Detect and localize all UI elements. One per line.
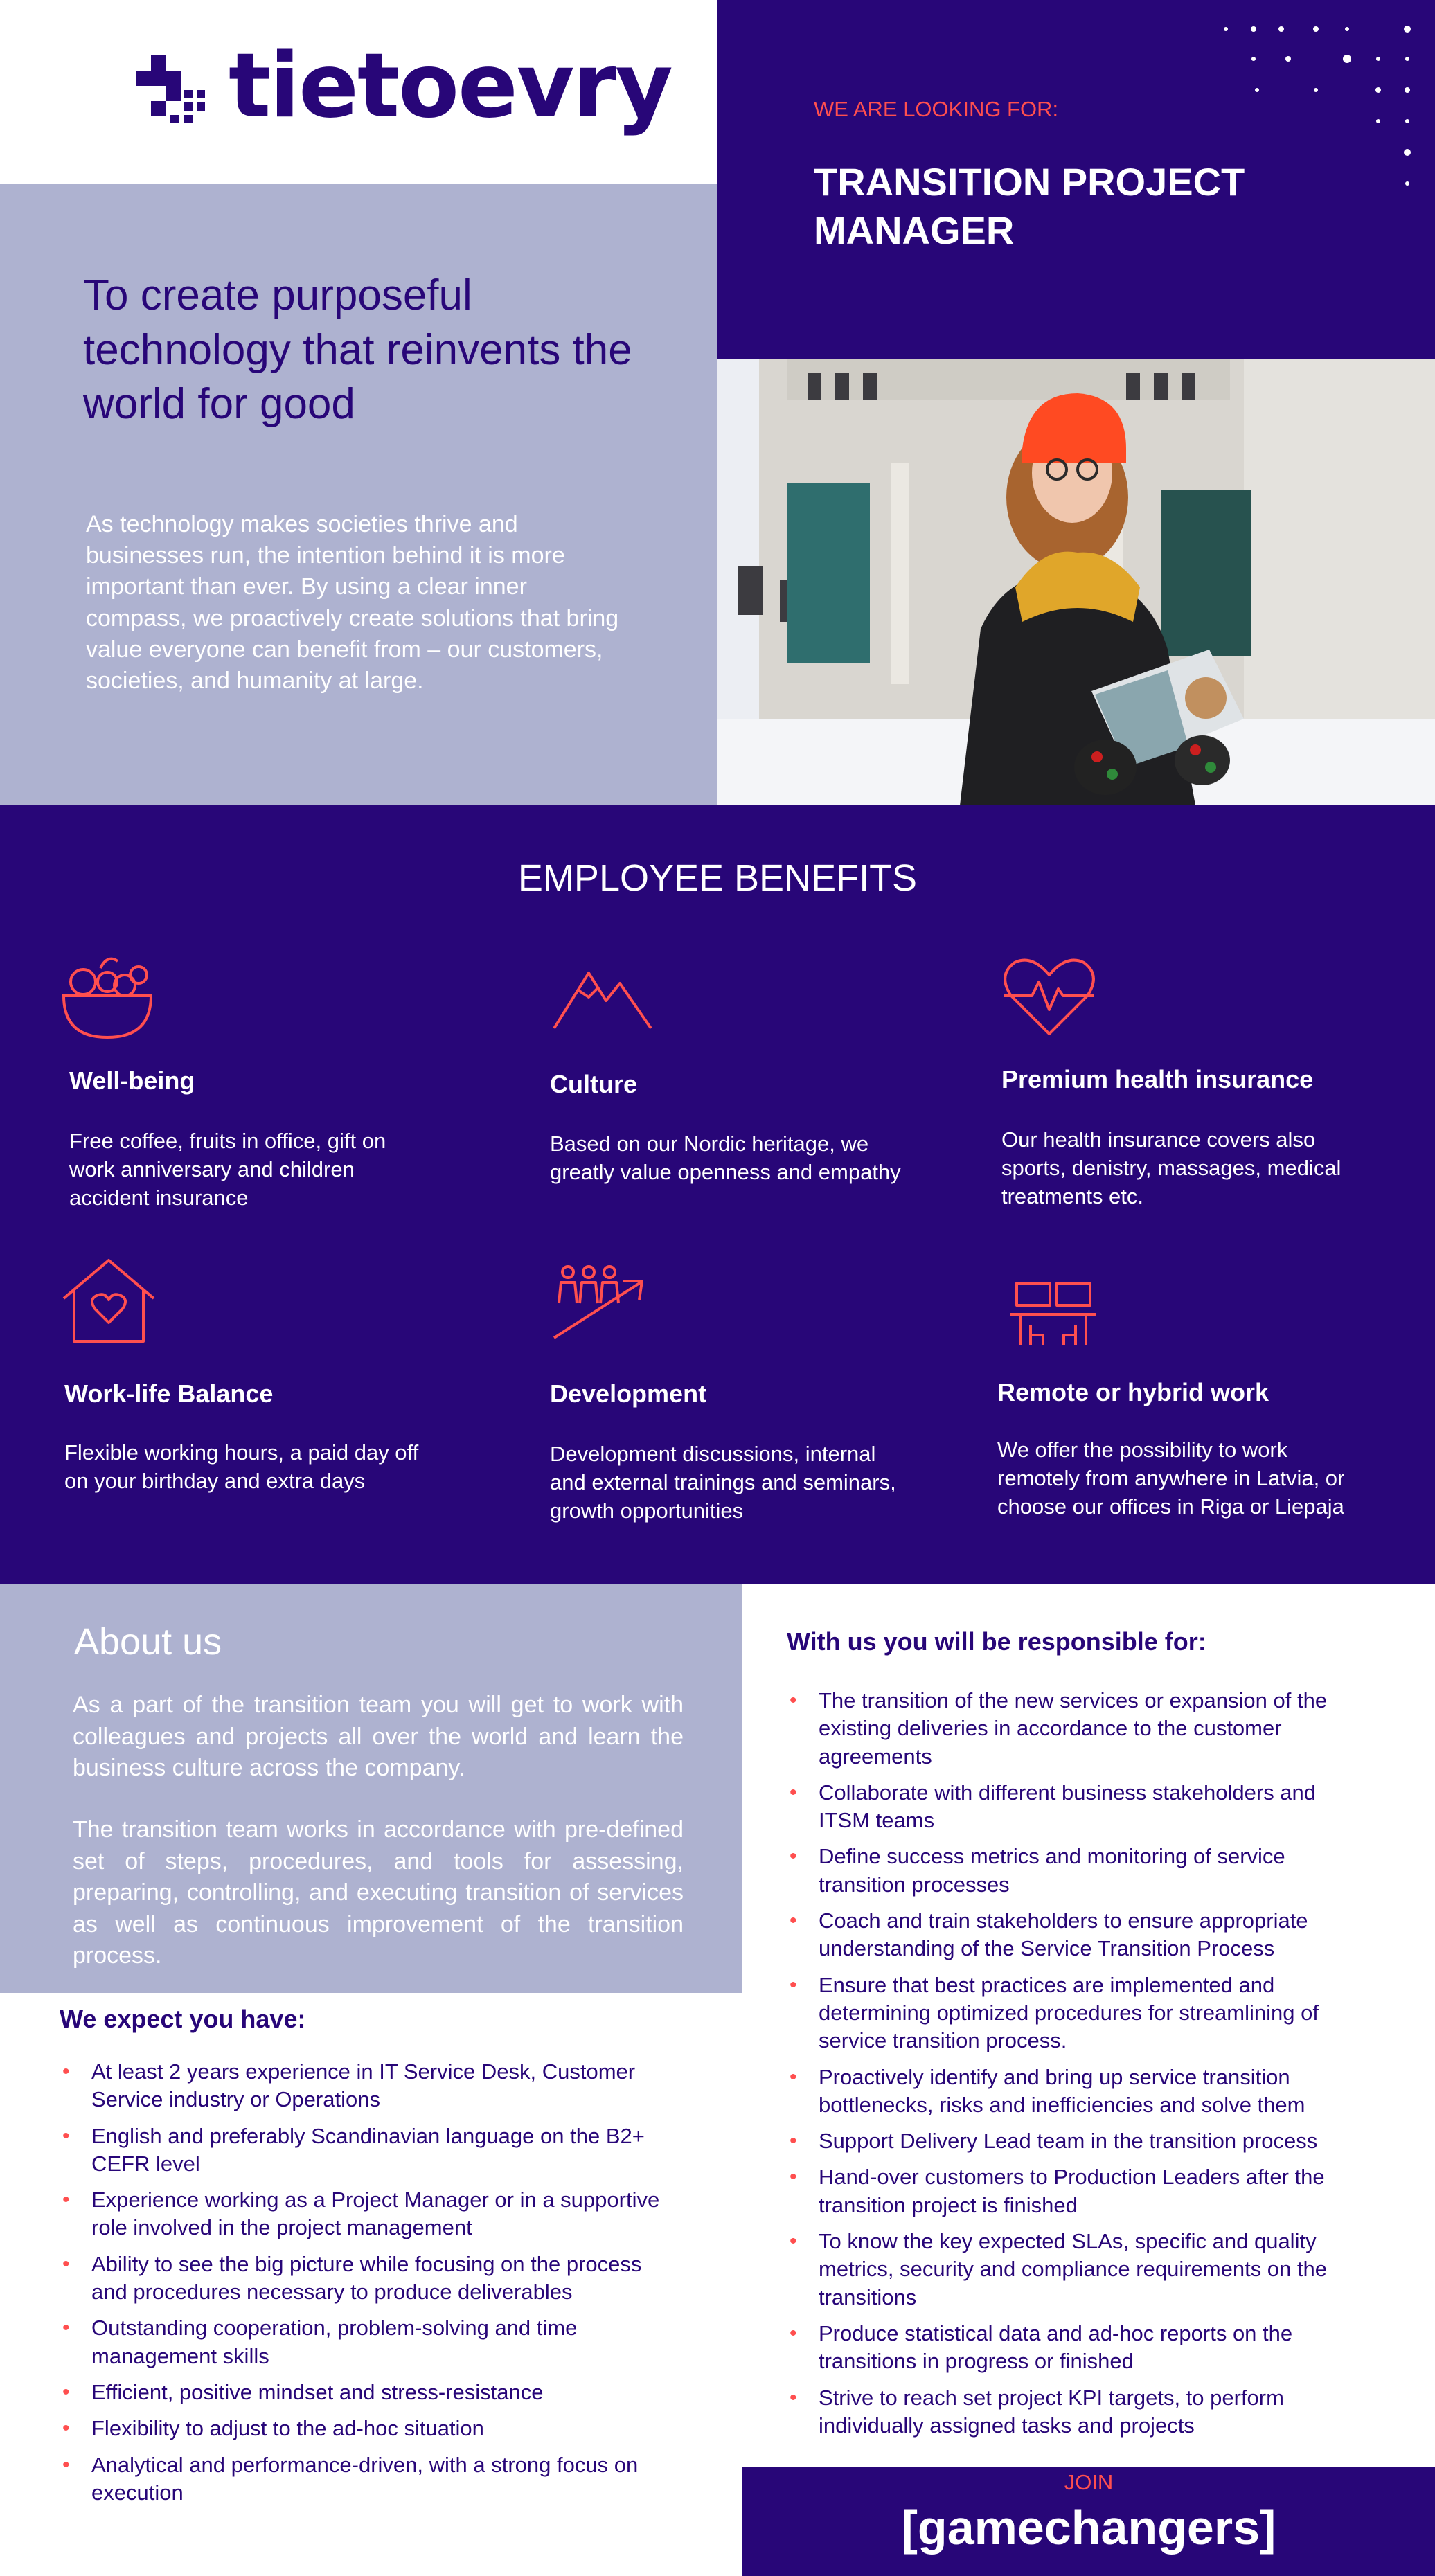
list-item: • Collaborate with different business stakeholders and ITSM teams [790, 1780, 1317, 1833]
tietoevry-logo-mark [136, 55, 212, 132]
bullet-icon: • [790, 2165, 797, 2189]
benefit-title-worklife: Work-life Balance [64, 1379, 274, 1408]
bullet-icon: • [62, 2453, 70, 2476]
benefit-text-culture: Based on our Nordic heritage, we greatly value openness and empathy [550, 1132, 901, 1184]
heart-pulse-icon [997, 954, 1101, 1044]
responsibilities-list [787, 1687, 1373, 2448]
bullet-icon: • [790, 1780, 797, 1804]
bullet-icon: • [790, 2065, 797, 2088]
benefit-title-health: Premium health insurance [1001, 1065, 1314, 1093]
list-item: • Ensure that best practices are implemented and determining optimized procedures for streamlining of service transition process. [790, 1972, 1319, 2053]
mountains-icon [551, 959, 654, 1049]
bullet-icon: • [790, 2386, 797, 2409]
benefit-title-wellbeing: Well-being [69, 1066, 195, 1095]
about-paragraph-2: The transition team works in accordance with pre-defined set of steps, procedures, and tools for assessing, preparing, controlling, and executing transition of services as well as continuous improvement of the transition process. [73, 1816, 684, 1969]
expect-title: We expect you have: [60, 2005, 306, 2033]
join-label: JOIN [1064, 2470, 1114, 2494]
list-item: • Produce statistical data and ad-hoc reports on the transitions in progress or finished [790, 2320, 1293, 2374]
list-item: • The transition of the new services or expansion of the existing deliveries in accordance to the customer agreements [790, 1688, 1328, 1769]
list-item: • Flexibility to adjust to the ad-hoc situation [62, 2416, 484, 2441]
list-item: • At least 2 years experience in IT Service Desk, Customer Service industry or Operations [62, 2059, 636, 2112]
benefit-title-culture: Culture [550, 1070, 637, 1098]
bullet-icon: • [790, 2129, 797, 2153]
expect-list [60, 2058, 669, 2515]
list-item: • Proactively identify and bring up service transition bottlenecks, risks and inefficiencies and solve them [790, 2064, 1305, 2117]
list-item: • Ability to see the big picture while focusing on the process and procedures necessary to produce deliverables [62, 2251, 642, 2305]
benefit-title-development: Development [550, 1379, 707, 1408]
fruit-bowl-icon [55, 954, 159, 1044]
list-item: • Support Delivery Lead team in the transition process [790, 2129, 1318, 2154]
bullet-icon: • [62, 2380, 70, 2404]
employee-photo [718, 359, 1435, 805]
bullet-icon: • [790, 1973, 797, 1996]
list-item: • English and preferably Scandinavian language on the B2+ CEFR level [62, 2123, 645, 2176]
benefits-title: EMPLOYEE BENEFITS [517, 857, 918, 899]
list-item: • Coach and train stakeholders to ensure appropriate understanding of the Service Transition Process [790, 1908, 1308, 1961]
bullet-icon: • [790, 1689, 797, 1712]
benefit-text-worklife: Flexible working hours, a paid day off on your birthday and extra days [64, 1440, 419, 1493]
about-title: About us [74, 1621, 222, 1663]
bullet-icon: • [790, 1845, 797, 1868]
list-item: • Experience working as a Project Manager or in a supportive role involved in the project management [62, 2188, 660, 2240]
workstations-icon [1010, 1280, 1114, 1370]
list-item: • Analytical and performance-driven, with a strong focus on execution [62, 2452, 639, 2505]
about-paragraph-1: As a part of the transition team you will get to work with colleagues and projects all over the world and learn the business culture across the company. [73, 1692, 684, 1782]
bullet-icon: • [62, 2316, 70, 2340]
brand-name: tietoevry [229, 35, 672, 138]
benefit-text-remote: We offer the possibility to work remotely from anywhere in Latvia, or choose our offices in Riga or Liepaja [997, 1438, 1345, 1519]
bullet-icon: • [790, 2230, 797, 2253]
bullet-icon: • [790, 2321, 797, 2345]
looking-for-label: WE ARE LOOKING FOR: [814, 97, 1059, 121]
bullet-icon: • [62, 2188, 70, 2212]
benefit-title-remote: Remote or hybrid work [997, 1378, 1269, 1406]
mission-body: As technology makes societies thrive and businesses run, the intention behind it is more important than ever. By using a clear inner compass, we proactively create solutions that bring value everyone can benefit from – our customers, societies, and humanity at large. [86, 511, 619, 695]
bullet-icon: • [62, 2124, 70, 2147]
responsibilities-title: With us you will be responsible for: [787, 1627, 1206, 1656]
house-heart-icon [57, 1257, 161, 1347]
photo-illustration [718, 359, 1435, 805]
list-item: • To know the key expected SLAs, specific and quality metrics, security and compliance requirements on the transitions [790, 2229, 1327, 2309]
list-item: • Define success metrics and monitoring of service transition processes [790, 1844, 1285, 1897]
benefit-text-development: Development discussions, internal and external trainings and seminars, growth opportunities [550, 1442, 896, 1523]
job-title: TRANSITION PROJECT MANAGER [814, 160, 1245, 252]
benefit-text-health: Our health insurance covers also sports, denistry, massages, medical treatments etc. [1001, 1127, 1342, 1208]
bullet-icon: • [62, 2417, 70, 2440]
people-growth-icon [551, 1262, 654, 1352]
list-item: • Strive to reach set project KPI targets, to perform individually assigned tasks and projects [790, 2385, 1284, 2438]
mission-title: To create purposeful technology that reinvents the world for good [83, 271, 632, 429]
list-item: • Hand-over customers to Production Leaders after the transition project is finished [790, 2165, 1325, 2217]
benefit-text-wellbeing: Free coffee, fruits in office, gift on work anniversary and children accident insurance [69, 1129, 386, 1210]
bullet-icon: • [62, 2060, 70, 2083]
list-item: • Efficient, positive mindset and stress-resistance [62, 2379, 544, 2404]
bullet-icon: • [62, 2252, 70, 2275]
list-item: • Outstanding cooperation, problem-solving and time management skills [62, 2316, 578, 2368]
bullet-icon: • [790, 1909, 797, 1933]
join-tagline: [gamechangers] [901, 2501, 1276, 2555]
